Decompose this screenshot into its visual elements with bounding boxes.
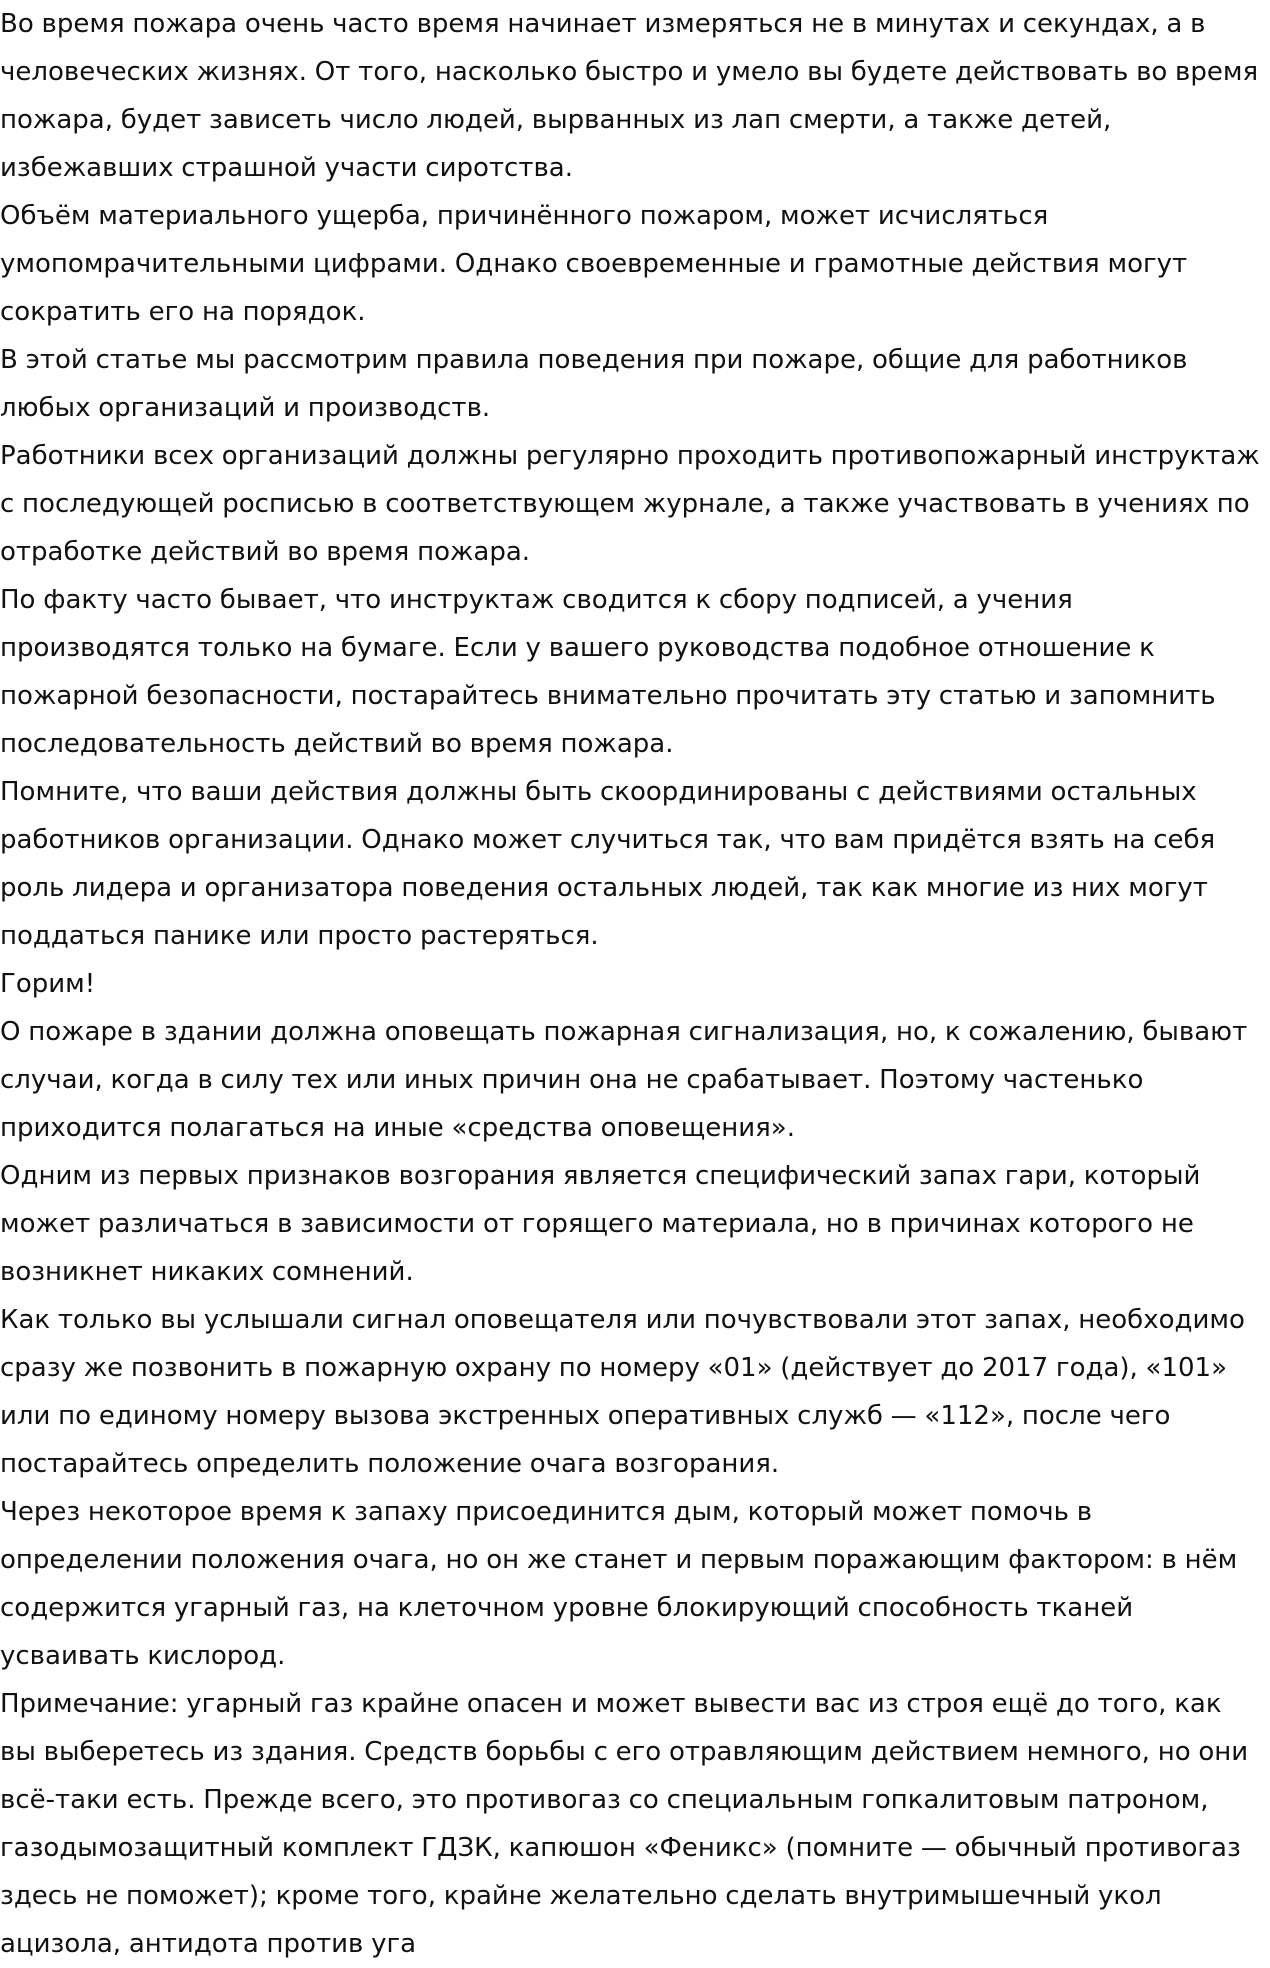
section-heading: Горим! bbox=[0, 969, 96, 999]
paragraph-alarm: О пожаре в здании должна оповещать пожарная сигнализация, но, к сожалению, бывают случаи, когда в силу тех или иных причин она не срабатывает. Поэтому частенько приходится полагаться на иные «средства оповещения». bbox=[0, 1017, 1248, 1143]
paragraph-smoke: Через некоторое время к запаху присоединится дым, который может помочь в определении положения очага, но он же станет и первым поражающим фактором: в нём содержится угарный газ, на клеточном уровне блокирующий способность тканей усваивать кислород. bbox=[0, 1497, 1238, 1671]
paragraph-note: Примечание: угарный газ крайне опасен и может вывести вас из строя ещё до того, как вы выберетесь из здания. Средств борьбы с его отравляющим действием немного, но они всё-таки есть. Прежде всего, это противогаз со специальным гопкалитовым патроном, газодымозащитный комплект ГДЗК, капюшон «Феникс» (помните — обычный противогаз здесь не поможет); кроме того, крайне желательно сделать внутримышечный укол ацизола, антидота против уга bbox=[0, 1689, 1249, 1959]
paragraph-scope: В этой статье мы рассмотрим правила поведения при пожаре, общие для работников любых организаций и производств. bbox=[0, 345, 1188, 423]
paragraph-intro: Во время пожара очень часто время начинает измеряться не в минутах и секундах, а в человеческих жизнях. От того, насколько быстро и умело вы будете действовать во время пожара, будет зависеть число людей, вырванных из лап смерти, а также детей, избежавших страшной участи сиротства. bbox=[0, 9, 1259, 183]
paragraph-coordination: Помните, что ваши действия должны быть скоординированы с действиями остальных работников организации. Однако может случиться так, что вам придётся взять на себя роль лидера и организатора поведения остальных людей, так как многие из них могут поддаться панике или просто растеряться. bbox=[0, 777, 1216, 951]
paragraph-practice: По факту часто бывает, что инструктаж сводится к сбору подписей, а учения производятся только на бумаге. Если у вашего руководства подобное отношение к пожарной безопасности, постарайтесь внимательно прочитать эту статью и запомнить последовательность действий во время пожара. bbox=[0, 585, 1216, 759]
paragraph-damage: Объём материального ущерба, причинённого пожаром, может исчисляться умопомрачительными цифрами. Однако своевременные и грамотные действия могут сократить его на порядок. bbox=[0, 201, 1188, 327]
paragraph-call: Как только вы услышали сигнал оповещателя или почувствовали этот запах, необходимо сразу же позвонить в пожарную охрану по номеру «01» (действует до 2017 года), «101» или по единому номеру вызова экстренных оперативных служб — «112», после чего постарайтесь определить положение очага возгорания. bbox=[0, 1305, 1245, 1479]
paragraph-training: Работники всех организаций должны регулярно проходить противопожарный инструктаж с последующей росписью в соответствующем журнале, а также участвовать в учениях по отработке действий во время пожара. bbox=[0, 441, 1260, 567]
paragraph-smell: Одним из первых признаков возгорания является специфический запах гари, который может различаться в зависимости от горящего материала, но в причинах которого не возникнет никаких сомнений. bbox=[0, 1161, 1201, 1287]
